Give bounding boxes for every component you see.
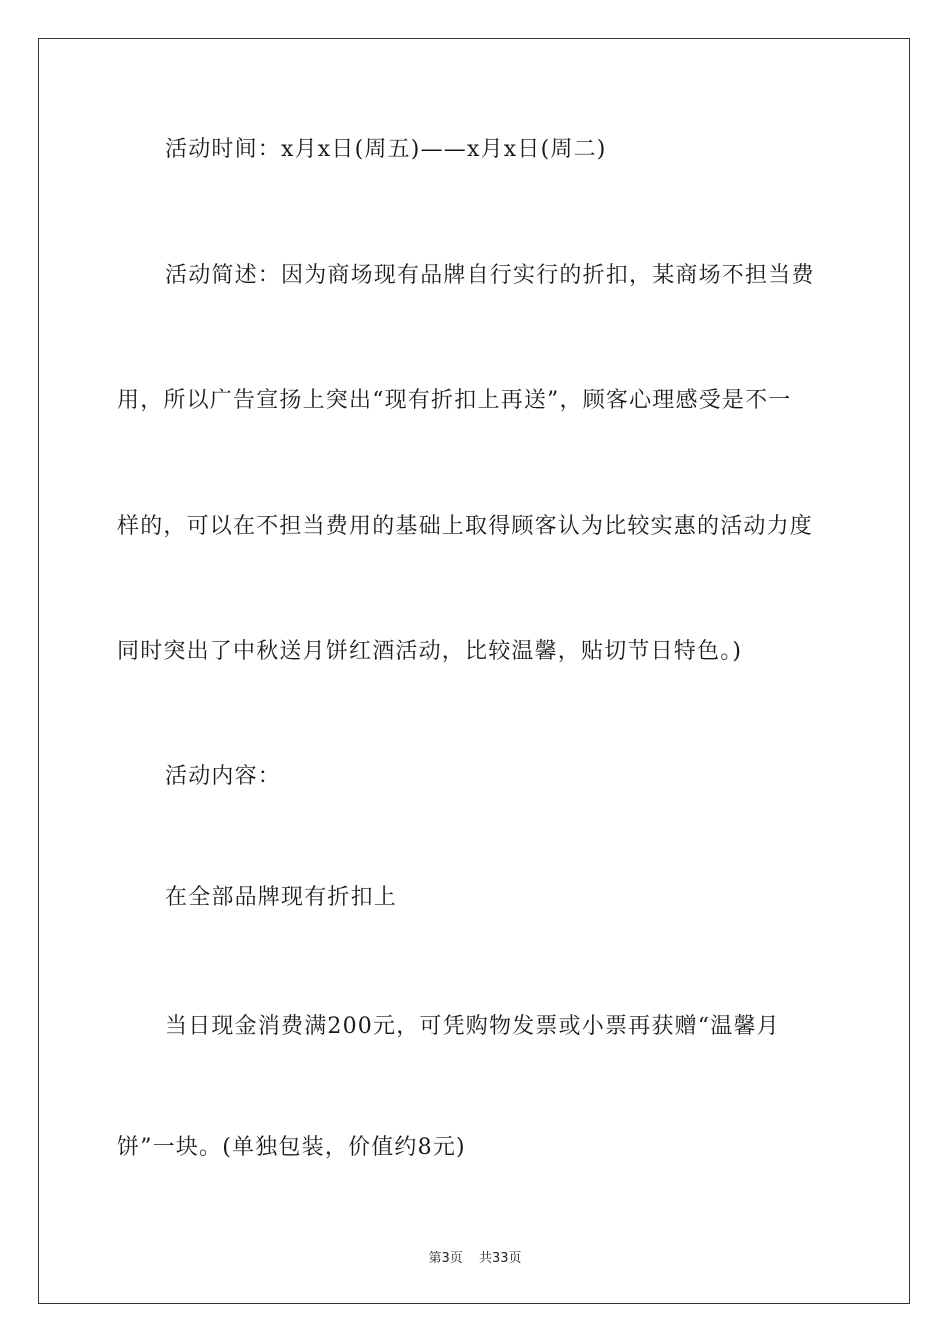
- activity-summary-line-1: 活动简述：因为商场现有品牌自行实行的折扣，某商场不担当费: [165, 263, 815, 288]
- content-line-2: 当日现金消费满200元，可凭购物发票或小票再获赠“温馨月: [165, 1014, 780, 1039]
- page-total: 共33页: [478, 1251, 522, 1266]
- content-line-3: 饼”一块。(单独包装，价值约8元): [117, 1135, 466, 1160]
- page-number: 第3页: [428, 1251, 463, 1266]
- activity-time-line: 活动时间：x月x日(周五)——x月x日(周二): [165, 137, 607, 162]
- activity-summary-line-3: 样的，可以在不担当费用的基础上取得顾客认为比较实惠的活动力度: [117, 514, 814, 539]
- page-footer: [0, 1247, 950, 1266]
- activity-content-heading: 活动内容：: [165, 764, 282, 789]
- page-border: [38, 38, 910, 1304]
- activity-summary-line-4: 同时突出了中秋送月饼红酒活动，比较温馨，贴切节日特色。): [117, 639, 743, 664]
- activity-summary-line-2: 用，所以广告宣扬上突出“现有折扣上再送”，顾客心理感受是不一: [117, 388, 792, 413]
- content-line-1: 在全部品牌现有折扣上: [165, 885, 398, 910]
